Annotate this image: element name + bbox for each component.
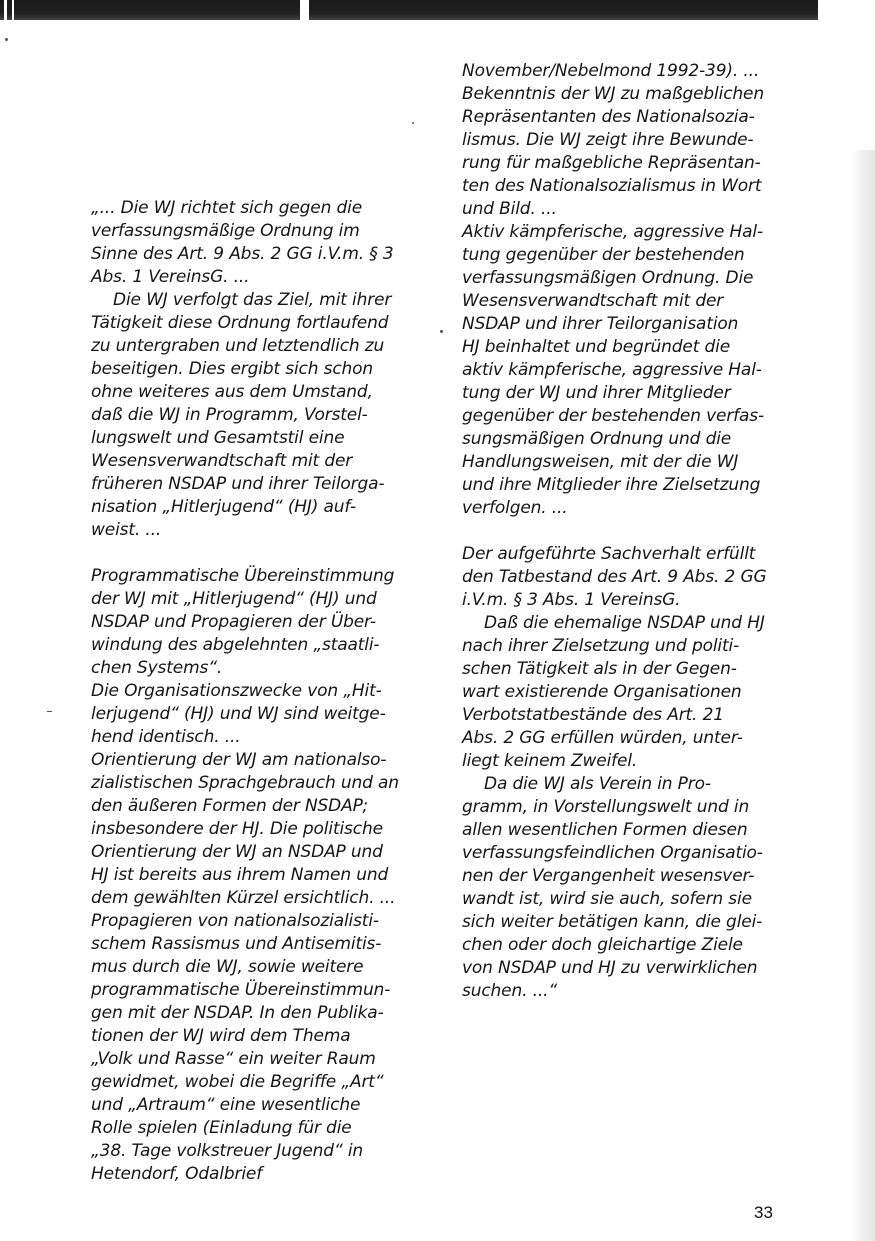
scan-right-edge [813,150,875,1241]
scan-notch [4,0,7,20]
left-text-column [91,197,423,1186]
scan-top-edge [0,0,818,20]
paragraph: Daß die ehemalige NSDAP und HJ nach ihrer Zielsetzung und politi- schen Tätigkeit als in der Gegen- wart existierende Organisationen Verbotstatbestände des Art. 21 Abs. 2 GG erfüllen würden, unter- liegt keinem Zweifel. [462,613,765,771]
scan-notch [12,0,14,20]
paragraph: Da die WJ als Verein in Pro- gramm, in Vorstellungswelt und in allen wesentlichen Formen diesen verfassungsfeindlichen Organisatio- nen der Vergangenheit wesensver- wandt ist, wird sie auch, sofern sie sich weiter betätigen kann, die glei- chen oder doch gleichartige Ziele von NSDAP und HJ zu verwirklichen suchen. ...“ [462,774,763,1001]
scan-speck [5,38,8,41]
right-text-column [462,60,797,1003]
scan-speck [47,711,52,712]
paragraph: Der aufgeführte Sachverhalt erfüllt den Tatbestand des Art. 9 Abs. 2 GG i.V.m. § 3 Abs. 1 VereinsG. [462,544,767,610]
scan-speck [440,330,443,333]
paragraph: Programmatische Übereinstimmung der WJ mit „Hitlerjugend“ (HJ) und NSDAP und Propagieren der Über- windung des abgelehnten „staatli- chen Systems“. Die Organisationszwecke von „Hit- lerjugend“ (HJ) und WJ sind weitge- hend identisch. ... Orientierung der WJ am nationalso- zialistischen Sprachgebrauch und an den äußeren Formen der NSDAP; insbesondere der HJ. Die politische Orientierung der WJ an NSDAP und HJ ist bereits aus ihrem Namen und dem gewählten Kürzel ersichtlich. ... Propagieren von nationalsozialisti- schem Rassismus und Antisemitis- mus durch die WJ, sowie weitere programmatische Übereinstimmun- gen mit der NSDAP. In den Publika- tionen der WJ wird dem Thema „Volk und Rasse“ ein weiter Raum gewidmet, wobei die Begriffe „Art“ und „Artraum“ eine wesentliche Rolle spielen (Einladung für die „38. Tage volkstreuer Jugend“ in Hetendorf, Odalbrief [91,566,399,1184]
scan-notch [300,0,309,20]
scan-speck [412,122,414,124]
paragraph: November/Nebelmond 1992-39). ... Bekenntnis der WJ zu maßgeblichen Repräsentanten des Nationalsozia- lismus. Die WJ zeigt ihre Bewunde- rung für maßgebliche Repräsentan- ten des Nationalsozialismus in Wort und Bild. ... Aktiv kämpferische, aggressive Hal- tung gegenüber der bestehenden verfassungsmäßigen Ordnung. Die Wesensverwandtschaft mit der NSDAP und ihrer Teilorganisation HJ beinhaltet und begründet die aktiv kämpferische, aggressive Hal- tung der WJ und ihrer Mitglieder gegenüber der bestehenden verfas- sungsmäßigen Ordnung und die Handlungsweisen, mit der die WJ und ihre Mitglieder ihre Zielsetzung verfolgen. ... [462,61,764,518]
page-number: 33 [754,1203,773,1222]
paragraph: „... Die WJ richtet sich gegen die verfassungsmäßige Ordnung im Sinne des Art. 9 Abs. 2 GG i.V.m. § 3 Abs. 1 VereinsG. ... [91,198,394,287]
paragraph: Die WJ verfolgt das Ziel, mit ihrer Tätigkeit diese Ordnung fortlaufend zu untergraben und letztendlich zu beseitigen. Dies ergibt sich schon ohne weiteres aus dem Umstand, daß die WJ in Programm, Vorstel- lungswelt und Gesamtstil eine Wesensverwandtschaft mit der früheren NSDAP und ihrer Teilorga- nisation „Hitlerjugend“ (HJ) auf- weist. ... [91,290,392,540]
